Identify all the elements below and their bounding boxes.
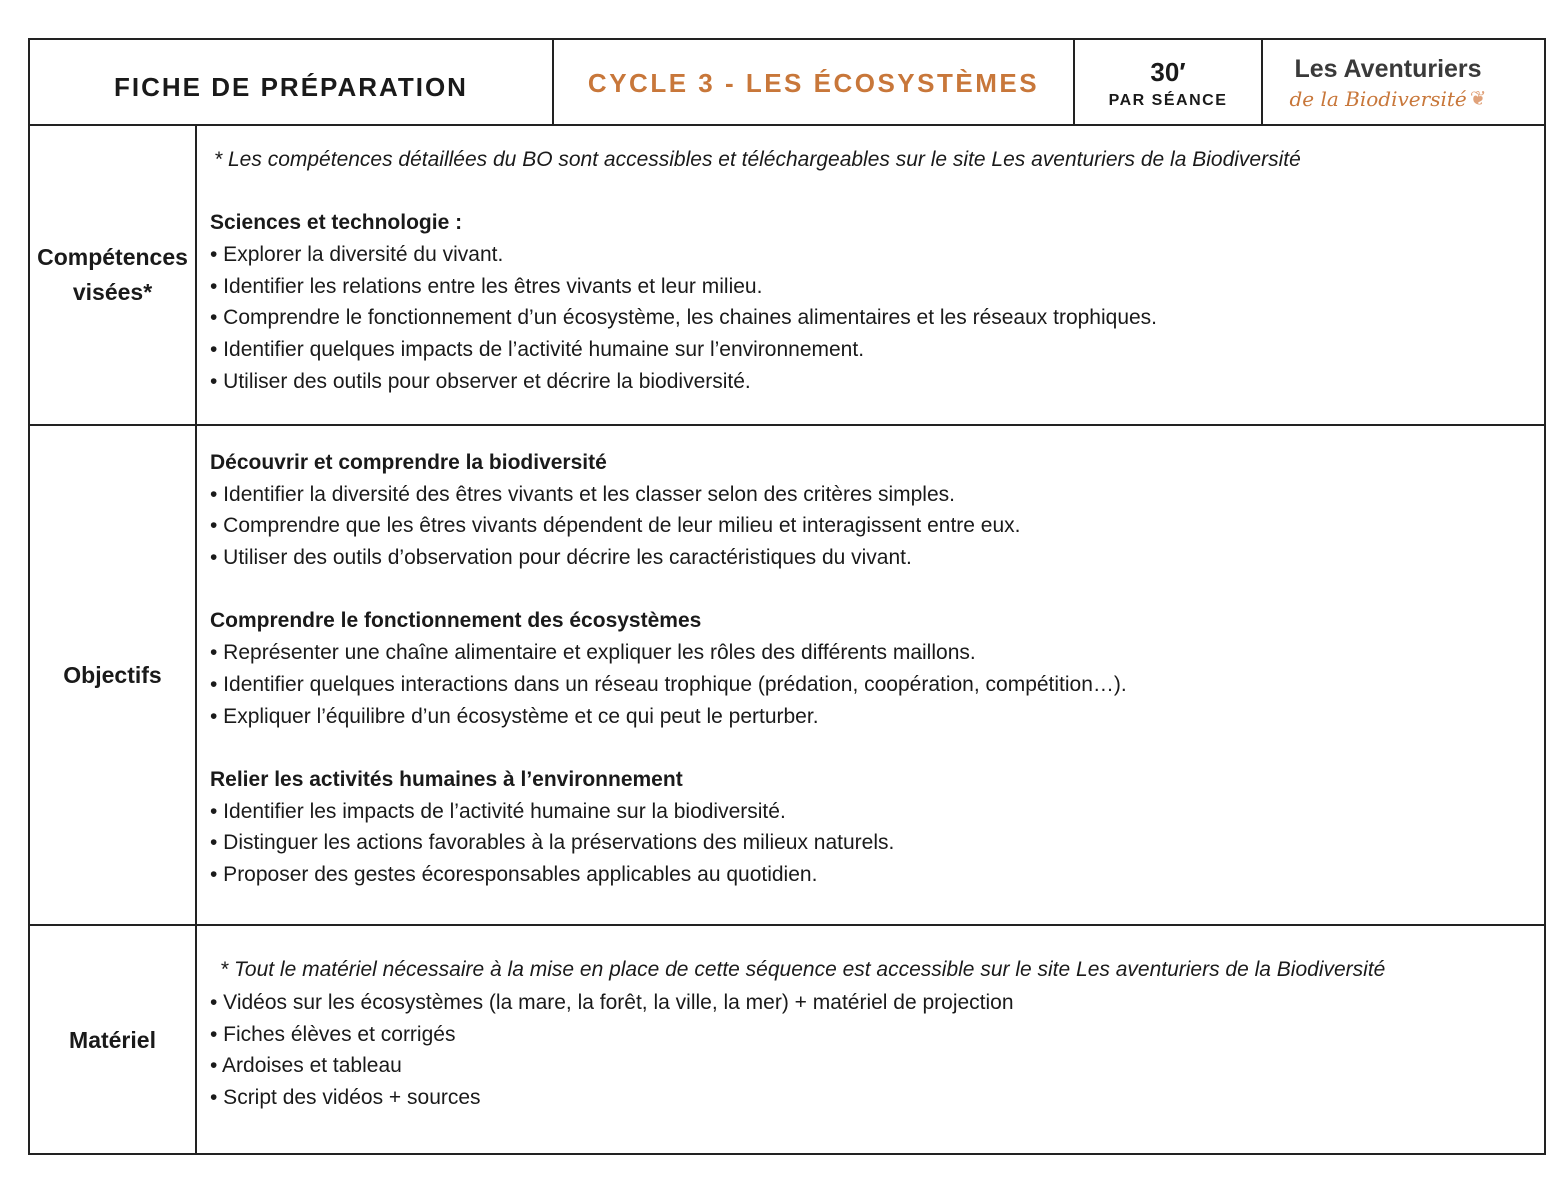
note: * Tout le matériel nécessaire à la mise en place de cette séquence est accessible sur le site Les aventuriers de la Biodiversité: [220, 958, 1386, 981]
preparation-table: [28, 38, 1546, 1155]
note: * Les compétences détaillées du BO sont accessibles et téléchargeables sur le site Les aventuriers de la Biodiversité: [214, 148, 1301, 171]
header-duration-cell: [1075, 40, 1261, 126]
header-title-cell: [30, 40, 552, 126]
page-title: FICHE DE PRÉPARATION: [114, 71, 468, 102]
header-cycle-cell: [554, 40, 1073, 126]
list-item: • Vidéos sur les écosystèmes (la mare, la forêt, la ville, la mer) + matériel de projection: [210, 991, 1014, 1014]
logo-subtext: de la Biodiversité: [1289, 87, 1467, 111]
list-item: • Script des vidéos + sources: [210, 1086, 481, 1110]
list-item: • Expliquer l’équilibre d’un écosystème et ce qui peut le perturber.: [210, 704, 819, 728]
list-item: • Comprendre le fonctionnement d’un écosystème, les chaines alimentaires et les réseaux trophiques.: [210, 306, 1158, 330]
list-item: • Utiliser des outils pour observer et décrire la biodiversité.: [210, 369, 751, 393]
list-item: • Identifier quelques interactions dans un réseau trophique (prédation, coopération, compétition…).: [210, 672, 1127, 696]
logo-subtext-row: [1289, 86, 1486, 112]
list-item: • Identifier quelques impacts de l’activité humaine sur l’environnement.: [210, 338, 865, 362]
duration-unit: PAR SÉANCE: [1108, 91, 1228, 109]
list-item: • Proposer des gestes écoresponsables applicables au quotidien.: [210, 862, 818, 886]
list-item: • Distinguer les actions favorables à la préservations des milieux naturels.: [210, 831, 895, 855]
list-item: • Identifier la diversité des êtres vivants et les classer selon des critères simples.: [210, 482, 955, 506]
materiel-content: [210, 953, 1385, 1114]
list-item: • Identifier les relations entre les êtres vivants et leur milieu.: [210, 274, 763, 298]
label-objectifs: Objectifs: [63, 661, 162, 688]
ginkgo-leaf-icon: ❦: [1469, 88, 1487, 110]
list-item: • Ardoises et tableau: [210, 1054, 402, 1078]
cycle-title: CYCLE 3 - LES ÉCOSYSTÈMES: [587, 67, 1040, 98]
section-heading: Découvrir et comprendre la biodiversité: [210, 451, 607, 474]
list-item: • Fiches élèves et corrigés: [210, 1022, 456, 1046]
section-heading: Sciences et technologie :: [210, 211, 463, 235]
list-item: • Représenter une chaîne alimentaire et expliquer les rôles des différents maillons.: [210, 641, 976, 665]
section-heading: Relier les activités humaines à l’environnement: [210, 767, 683, 791]
list-item: • Identifier les impacts de l’activité humaine sur la biodiversité.: [210, 799, 786, 823]
label-materiel: Matériel: [69, 1027, 156, 1053]
section-heading: Comprendre le fonctionnement des écosystèmes: [210, 609, 702, 633]
logo-text: Les Aventuriers: [1294, 55, 1482, 83]
list-item: • Comprendre que les êtres vivants dépendent de leur milieu et interagissent entre eux.: [210, 514, 1021, 538]
competences-content: [210, 144, 1301, 398]
list-item: • Utiliser des outils d’observation pour décrire les caractéristiques du vivant.: [210, 546, 912, 570]
list-item: • Explorer la diversité du vivant.: [210, 243, 504, 267]
duration-value: 30′: [1150, 56, 1186, 87]
label-competences: Compétences visées*: [37, 244, 188, 305]
logo: [1263, 40, 1513, 126]
objectifs-content: [210, 447, 1127, 891]
divider: [195, 125, 197, 1155]
divider: [30, 924, 1544, 926]
divider: [30, 424, 1544, 426]
